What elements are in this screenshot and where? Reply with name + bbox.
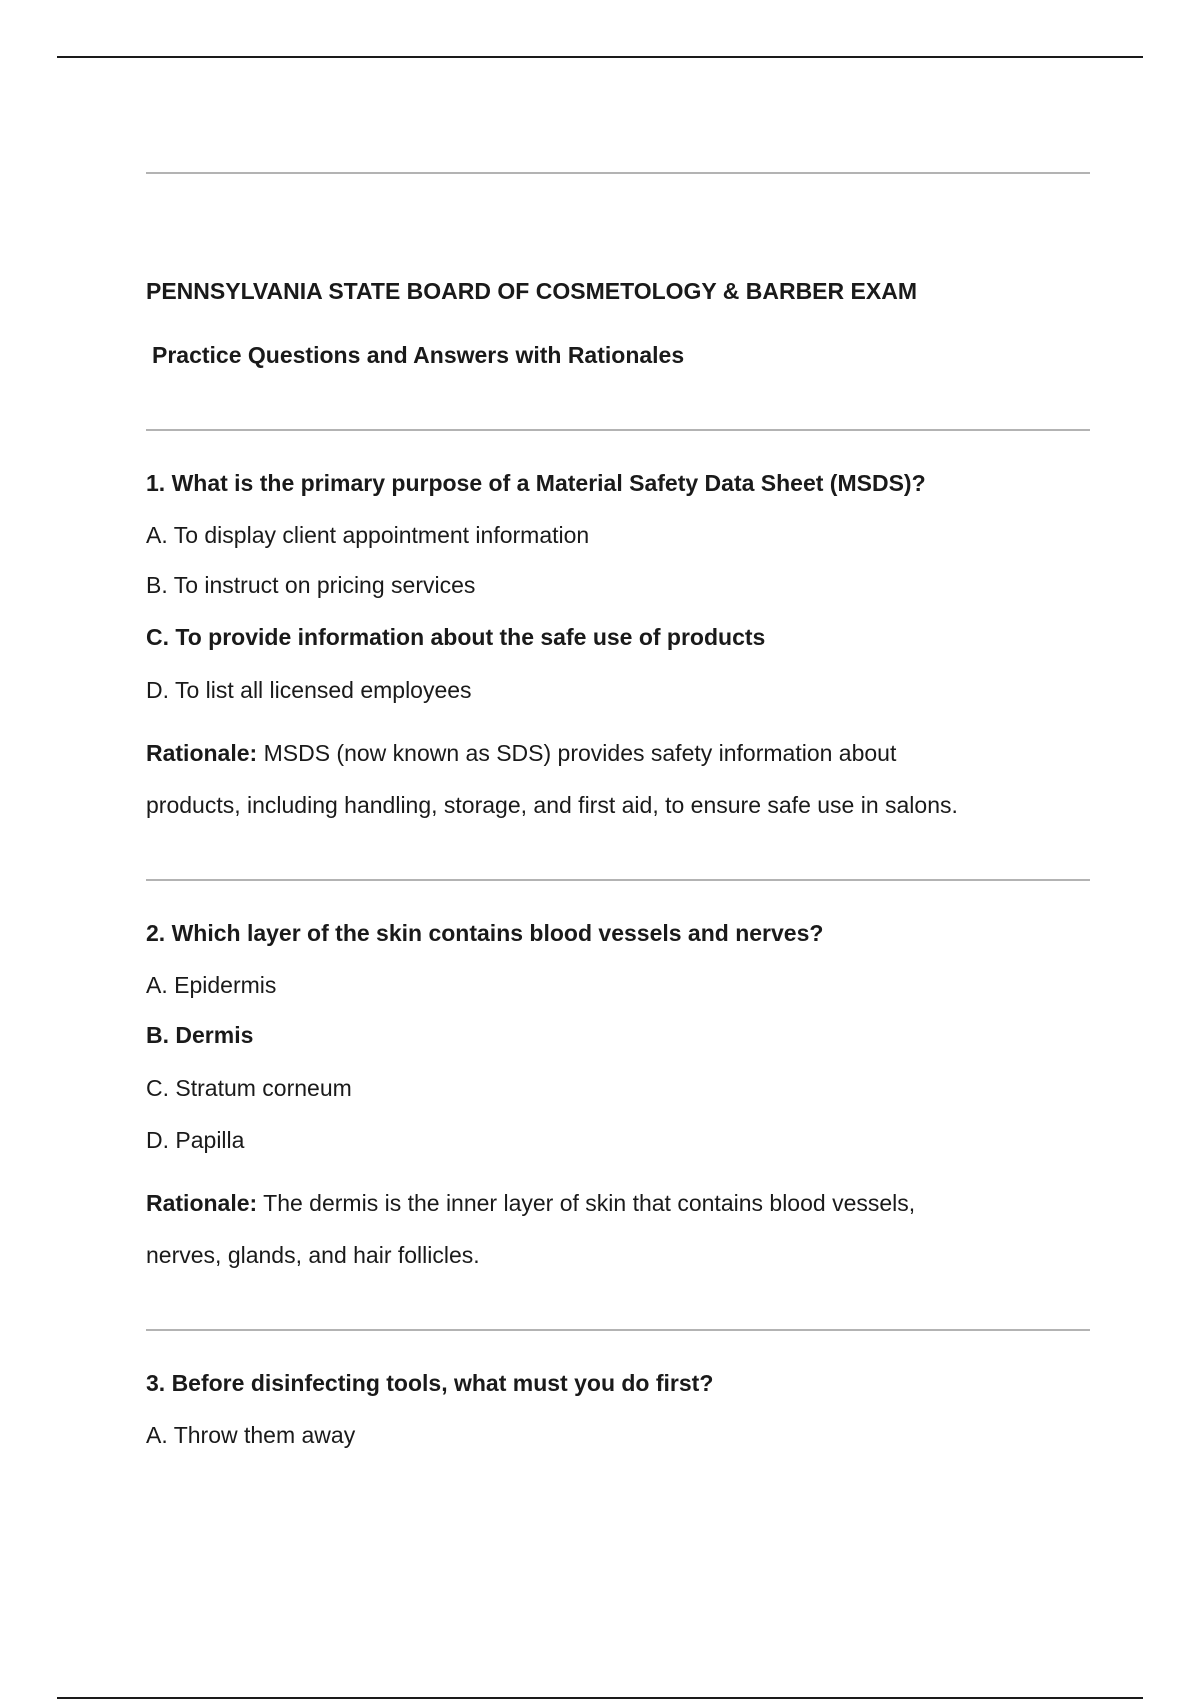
question-2-option-d: D. Papilla <box>146 1127 245 1153</box>
question-1-option-c-correct: C. To provide information about the safe use of products <box>146 624 766 650</box>
question-3-option-a: A. Throw them away <box>146 1422 356 1448</box>
question-1-option-d: D. To list all licensed employees <box>146 677 472 703</box>
question-2-rationale-line-2: nerves, glands, and hair follicles. <box>146 1242 480 1268</box>
rationale-label: Rationale: <box>146 1190 258 1216</box>
question-2-option-b-correct: B. Dermis <box>146 1022 254 1048</box>
rationale-label: Rationale: <box>146 740 258 766</box>
question-2-option-a: A. Epidermis <box>146 972 277 998</box>
document-title: PENNSYLVANIA STATE BOARD OF COSMETOLOGY & BARBER EXAM <box>146 278 917 304</box>
header-top-divider <box>146 172 1090 174</box>
page-top-rule <box>57 56 1143 58</box>
section-divider <box>146 429 1090 431</box>
question-1-rationale-line-1 <box>146 738 896 768</box>
section-divider <box>146 1329 1090 1331</box>
document-subtitle: Practice Questions and Answers with Rationales <box>152 342 685 368</box>
question-1-option-b: B. To instruct on pricing services <box>146 572 476 598</box>
question-1-option-a: A. To display client appointment information <box>146 522 590 548</box>
rationale-text: The dermis is the inner layer of skin that contains blood vessels, <box>257 1190 916 1216</box>
section-divider <box>146 879 1090 881</box>
question-2-rationale-line-1 <box>146 1188 915 1218</box>
question-1-rationale-line-2: products, including handling, storage, and first aid, to ensure safe use in salons. <box>146 792 958 818</box>
rationale-text: MSDS (now known as SDS) provides safety information about <box>257 740 897 766</box>
question-1-text: 1. What is the primary purpose of a Material Safety Data Sheet (MSDS)? <box>146 470 926 496</box>
page-bottom-rule <box>57 1697 1143 1699</box>
question-3-text: 3. Before disinfecting tools, what must you do first? <box>146 1370 714 1396</box>
question-2-text: 2. Which layer of the skin contains blood vessels and nerves? <box>146 920 824 946</box>
question-2-option-c: C. Stratum corneum <box>146 1075 352 1101</box>
